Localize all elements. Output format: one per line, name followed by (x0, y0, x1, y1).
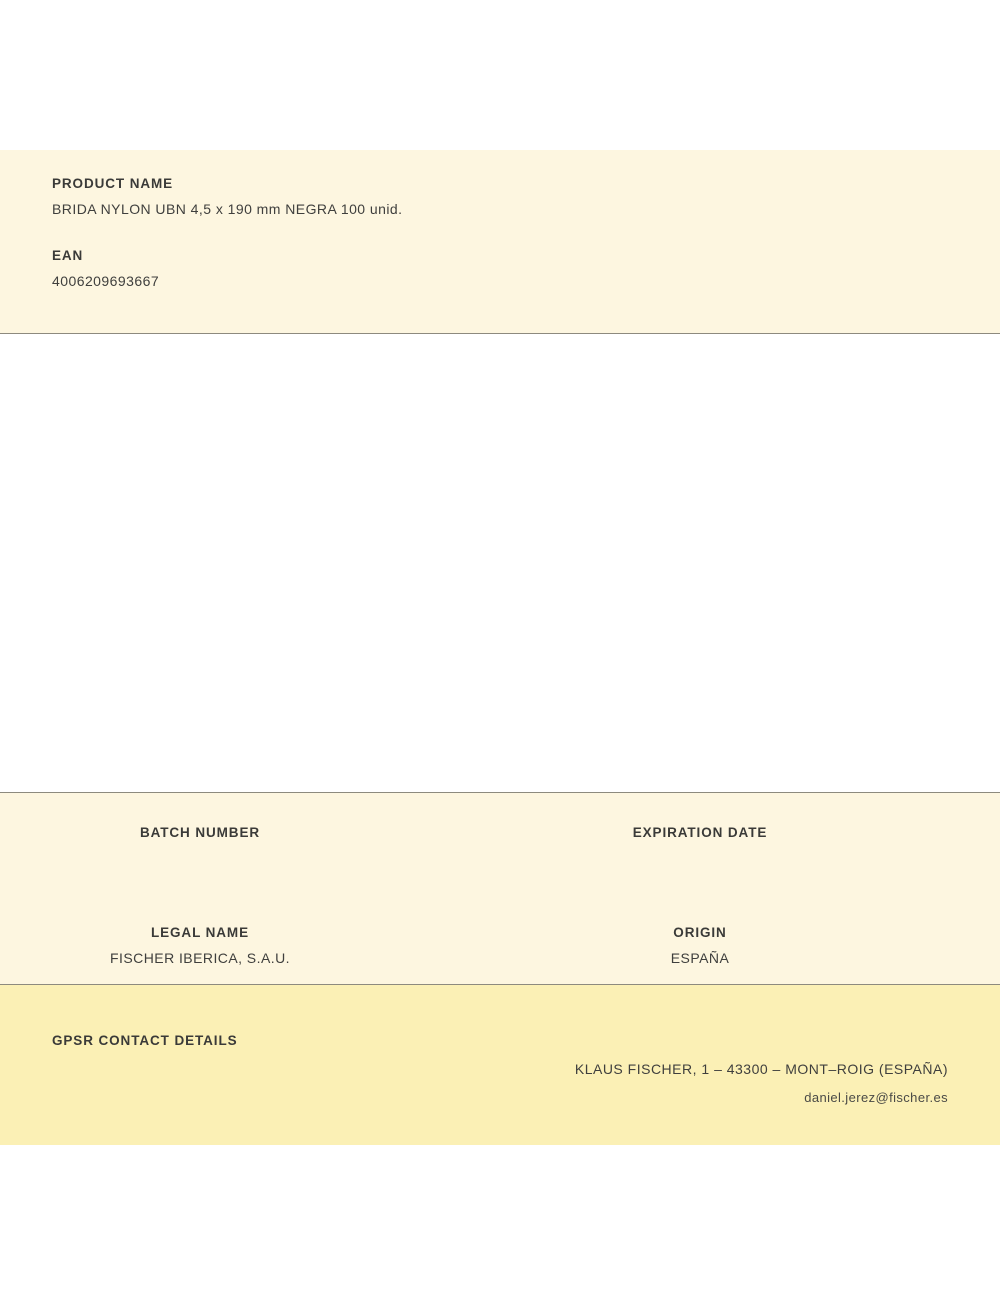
gpsr-email-value[interactable]: daniel.jerez@fischer.es (804, 1090, 948, 1105)
gpsr-contact-label: GPSR CONTACT DETAILS (52, 1033, 238, 1048)
ean-field (52, 248, 948, 289)
expiration-date-value (500, 850, 900, 867)
legal-name-value: FISCHER IBERICA, S.A.U. (110, 950, 290, 966)
product-details-section (0, 792, 1000, 985)
origin-value: ESPAÑA (670, 950, 730, 966)
legal-origin-row (0, 925, 1000, 967)
expiration-date-field (500, 825, 1000, 867)
origin-label: ORIGIN (673, 925, 727, 940)
gpsr-address-value: KLAUS FISCHER, 1 – 43300 – MONT–ROIG (ESPAÑA) (574, 1061, 948, 1077)
product-name-label: PRODUCT NAME (52, 176, 174, 191)
origin-field (500, 925, 1000, 967)
product-name-value: BRIDA NYLON UBN 4,5 x 190 mm NEGRA 100 unid. (52, 201, 403, 217)
product-name-field (52, 176, 948, 217)
ean-label: EAN (52, 248, 84, 263)
batch-number-label: BATCH NUMBER (139, 825, 261, 840)
product-info-section (0, 150, 1000, 334)
gpsr-contact-section (0, 985, 1000, 1145)
expiration-date-label: EXPIRATION DATE (632, 825, 768, 840)
batch-number-field (0, 825, 500, 867)
legal-name-field (0, 925, 500, 967)
ean-value: 4006209693667 (52, 273, 160, 289)
batch-number-value (0, 850, 400, 867)
legal-name-label: LEGAL NAME (150, 925, 249, 940)
blank-content-area (0, 334, 1000, 792)
batch-expiration-row (0, 825, 1000, 867)
